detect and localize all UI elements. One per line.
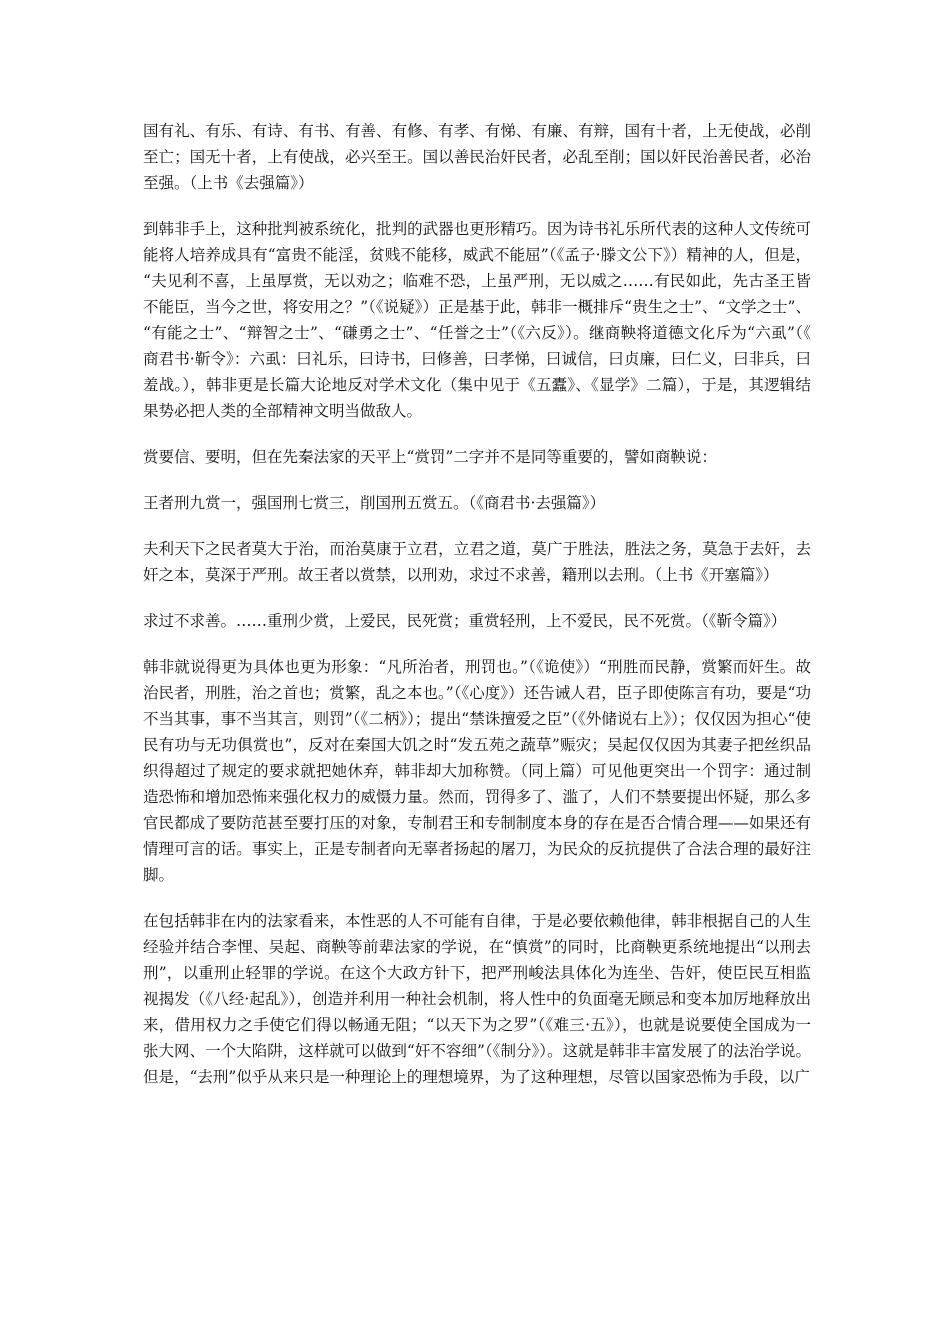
paragraph-quote-qu-qiang: 国有礼、有乐、有诗、有书、有善、有修、有孝、有悌、有廉、有辩，国有十者，上无使战，必削至亡；国无十者，上有使战，必兴至王。国以善民治奸民者，必乱至削；国以奸民治善民者，必治至强。（上书《去强篇》） xyxy=(143,122,811,192)
document-body xyxy=(143,118,811,1110)
paragraph-legalist-theory: 在包括韩非在内的法家看来，本性恶的人不可能有自律，于是必要依赖他律，韩非根据自己的人生经验并结合李悝、吴起、商鞅等前辈法家的学说，在“慎赏”的同时，比商鞅更系统地提出“以刑去刑”，以重刑止轻罪的学说。在这个大政方针下，把严刑峻法具体化为连坐、告奸，使臣民互相监视揭发（《八经·起乱》），创造并利用一种社会机制，将人性中的负面毫无顾忌和变本加厉地释放出来，借用权力之手使它们得以畅通无阻；“以天下为之罗”（《难三·五》），也就是说要使全国成为一张大网、一个大陷阱，这样就可以做到“奸不容细”（《制分》）。这就是韩非丰富发展了的法治学说。但是，“去刑”似乎从来只是一种理论上的理想境界，为了这种理想，尽管以国家恐怖为手段，以广 xyxy=(143,912,811,1086)
paragraph-quote-kai-sai: 夫利天下之民者莫大于治，而治莫康于立君，立君之道，莫广于胜法，胜法之务，莫急于去奸，去奸之本，莫深于严刑。故王者以赏禁，以刑劝，求过不求善，籍刑以去刑。（上书《开塞篇》） xyxy=(143,540,811,584)
paragraph-quote-xing-jiu-shang-yi: 王者刑九赏一，强国刑七赏三，削国刑五赏五。（《商君书·去强篇》） xyxy=(143,494,606,512)
paragraph-han-fei-punishment: 韩非就说得更为具体也更为形象：“凡所治者，刑罚也。”（《诡使》）“刑胜而民静，赏繁而奸生。故治民者，刑胜，治之首也；赏繁，乱之本也。”（《心度》）还告诫人君，臣子即使陈言有功，要是“功不当其事，事不当其言，则罚”（《二柄》）；提出“禁诛擅爱之臣”（《外储说右上》）；仅仅因为担心“使民有功与无功俱赏也”，反对在秦国大饥之时“发五苑之蔬草”赈灾；吴起仅仅因为其妻子把丝织品织得超过了规定的要求就把她休弃，韩非却大加称赞。（同上篇）可见他更突出一个罚字：通过制造恐怖和增加恐怖来强化权力的威慑力量。然而，罚得多了、滥了，人们不禁要提出怀疑，那么多官民都成了要防范甚至要打压的对象，专制君王和专制制度本身的存在是否合情合理——如果还有情理可言的话。事实上，正是专制者向无辜者扬起的屠刀，为民众的反抗提供了合法合理的最好注脚。 xyxy=(143,658,811,884)
paragraph-reward-punishment: 赏要信、要明，但在先秦法家的天平上“赏罚”二字并不是同等重要的，譬如商鞅说： xyxy=(143,448,717,466)
paragraph-han-fei-critique: 到韩非手上，这种批判被系统化，批判的武器也更形精巧。因为诗书礼乐所代表的这种人文传统可能将人培养成具有“富贵不能淫，贫贱不能移，威武不能屈”（《孟子·滕文公下》）精神的人，但是，“夫见利不喜，上虽厚赏，无以劝之；临难不恐，上虽严刑，无以威之……有民如此，先古圣王皆不能臣，当今之世，将安用之？”（《说疑》）正是基于此，韩非一概排斥“贵生之士”、“文学之士”、“有能之士”、“辩智之士”、“磏勇之士”、“任誉之士”（《六反》）。继商鞅将道德文化斥为“六虱”（《商君书·靳令》：六虱：曰礼乐，曰诗书，曰修善，曰孝悌，曰诚信，曰贞廉，曰仁义，曰非兵，曰羞战。），韩非更是长篇大论地反对学术文化（集中见于《五蠹》、《显学》二篇），于是，其逻辑结果势必把人类的全部精神文明当做敌人。 xyxy=(143,220,811,420)
paragraph-quote-jin-ling: 求过不求善。……重刑少赏，上爱民，民死赏；重赏轻刑，上不爱民，民不死赏。（《靳令篇》） xyxy=(143,612,787,630)
